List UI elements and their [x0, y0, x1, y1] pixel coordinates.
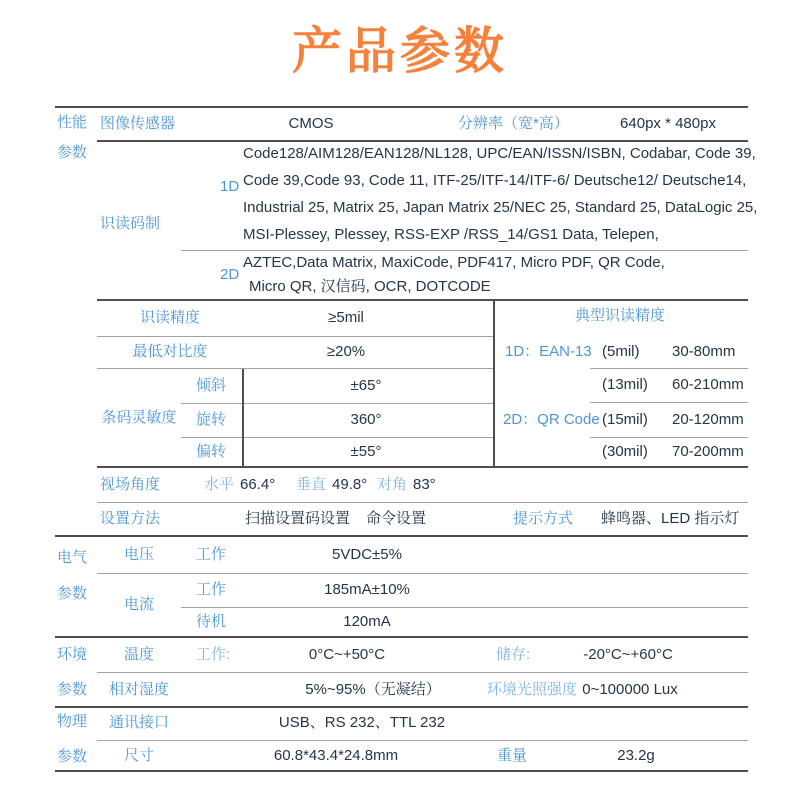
- typical-title: 典型识读精度: [574, 307, 666, 324]
- divider-v-sensitivity: [242, 369, 244, 466]
- sensor-label: 图像传感器: [100, 115, 176, 132]
- section-physical-line2: 参数: [57, 748, 88, 765]
- divider-contrast-row: [97, 368, 493, 369]
- divider-rotate-row: [181, 437, 493, 438]
- section-electrical-line2: 参数: [57, 585, 88, 602]
- fov-horizontal-label: 水平: [204, 476, 235, 493]
- weight-label: 重量: [497, 747, 528, 764]
- sensitivity-tilt-label: 倾斜: [195, 377, 227, 394]
- divider-performance-bottom: [55, 535, 748, 537]
- typical-range: 20-120mm: [672, 411, 744, 428]
- temp-storage-label: 储存:: [496, 646, 531, 663]
- size-value: 60.8*43.4*24.8mm: [273, 747, 399, 764]
- sensitivity-label: 条码灵敏度: [101, 409, 177, 426]
- interface-value: USB、RS 232、TTL 232: [278, 714, 446, 731]
- interface-label: 通讯接口: [108, 714, 170, 731]
- resolution-label: 分辨率（宽*高）: [458, 115, 569, 132]
- divider-temp-row: [97, 672, 748, 673]
- typical-mil: (5mil): [602, 343, 640, 360]
- divider-typical-row1: [590, 368, 748, 369]
- divider-tilt-row: [181, 403, 493, 404]
- divider-electrical-bottom: [55, 636, 748, 638]
- typical-mil: (15mil): [602, 411, 648, 428]
- ambient-light-label: 环境光照强度: [487, 681, 578, 698]
- section-environment-line2: 参数: [57, 681, 88, 698]
- precision-label: 识读精度: [139, 309, 201, 326]
- typical-range: 60-210mm: [672, 376, 744, 393]
- sensitivity-tilt-value: ±65°: [350, 377, 382, 394]
- humidity-label: 相对湿度: [108, 681, 170, 698]
- symbology-2d-label: 2D: [220, 266, 240, 283]
- current-work-label: 工作: [195, 581, 227, 598]
- contrast-value: ≥20%: [326, 343, 366, 360]
- divider-environment-bottom: [55, 706, 748, 708]
- current-work-value: 185mA±10%: [324, 581, 410, 598]
- weight-value: 23.2g: [617, 747, 655, 764]
- symbology-1d-line: Industrial 25, Matrix 25, Japan Matrix 25/NEC 25, Standard 25, DataLogic 25,: [243, 199, 758, 216]
- symbology-2d-line: AZTEC,Data Matrix, MaxiCode, PDF417, Micro PDF, QR Code,: [243, 254, 665, 271]
- setup-method-command: 命令设置: [366, 510, 427, 527]
- fov-diagonal-label: 对角: [377, 476, 408, 493]
- typical-1d-label: 1D：EAN-13: [505, 343, 592, 360]
- divider-current-row: [181, 607, 748, 608]
- divider-top: [55, 106, 748, 108]
- divider-voltage-row: [97, 573, 748, 574]
- typical-mil: (13mil): [602, 376, 648, 393]
- section-physical-line1: 物理: [57, 713, 88, 730]
- symbology-1d-line: Code 39,Code 93, Code 11, ITF-25/ITF-14/ITF-6/ Deutsche12/ Deutsche14,: [243, 172, 747, 189]
- symbology-1d-line: MSI-Plessey, Plessey, RSS-EXP /RSS_14/GS1 Data, Telepen,: [243, 226, 659, 243]
- setup-label: 设置方法: [100, 510, 161, 527]
- fov-horizontal-value: 66.4°: [240, 476, 276, 493]
- prompt-value: 蜂鸣器、LED 指示灯: [601, 510, 740, 527]
- typical-2d-label: 2D：QR Code: [503, 411, 600, 428]
- divider-interface-row: [97, 740, 748, 741]
- sensitivity-rotate-value: 360°: [350, 411, 382, 428]
- humidity-value: 5%~95%（无凝结）: [305, 681, 441, 698]
- contrast-label: 最低对比度: [132, 343, 208, 360]
- symbology-1d-label: 1D: [220, 178, 240, 195]
- voltage-mode-label: 工作: [195, 546, 227, 563]
- temp-work-value: 0°C~+50°C: [308, 646, 386, 663]
- current-label: 电流: [123, 596, 155, 613]
- ambient-light-value: 0~100000 Lux: [582, 681, 678, 698]
- sensor-value: CMOS: [288, 115, 334, 132]
- fov-vertical-label: 垂直: [296, 476, 327, 493]
- divider-v-typical: [493, 301, 495, 466]
- symbology-1d-line: Code128/AIM128/EAN128/NL128, UPC/EAN/ISSN/ISBN, Codabar, Code 39,: [243, 145, 756, 162]
- temp-work-label: 工作:: [196, 646, 231, 663]
- sensitivity-skew-value: ±55°: [350, 443, 382, 460]
- divider-precision-bottom: [97, 466, 748, 468]
- size-label: 尺寸: [123, 747, 155, 764]
- divider-bottom: [55, 770, 748, 772]
- typical-range: 30-80mm: [672, 343, 736, 360]
- divider-typical-row3: [590, 437, 748, 438]
- divider-1d-2d: [181, 250, 748, 251]
- typical-mil: (30mil): [602, 443, 648, 460]
- symbology-label: 识读码制: [100, 215, 161, 232]
- divider-row1: [97, 140, 748, 142]
- fov-diagonal-value: 83°: [413, 476, 436, 493]
- sensitivity-rotate-label: 旋转: [195, 411, 227, 428]
- precision-value: ≥5mil: [328, 309, 364, 326]
- current-standby-label: 待机: [195, 613, 227, 630]
- voltage-value: 5VDC±5%: [332, 546, 402, 563]
- prompt-label: 提示方式: [513, 510, 574, 527]
- sensitivity-skew-label: 偏转: [195, 443, 227, 460]
- divider-fov-row: [97, 502, 748, 503]
- divider-symbology-bottom: [97, 299, 748, 301]
- section-environment-line1: 环境: [57, 646, 88, 663]
- temp-label: 温度: [123, 646, 155, 663]
- resolution-value: 640px * 480px: [620, 115, 716, 132]
- section-electrical-line1: 电气: [57, 549, 88, 566]
- temp-storage-value: -20°C~+60°C: [583, 646, 673, 663]
- voltage-label: 电压: [123, 546, 155, 563]
- current-standby-value: 120mA: [343, 613, 391, 630]
- divider-precision-row: [97, 336, 493, 337]
- section-performance-line1: 性能: [57, 114, 88, 131]
- section-performance-line2: 参数: [57, 144, 88, 161]
- setup-method-scan: 扫描设置码设置: [245, 510, 351, 527]
- fov-vertical-value: 49.8°: [332, 476, 368, 493]
- fov-label: 视场角度: [100, 476, 161, 493]
- divider-typical-row2: [590, 402, 748, 403]
- page-title: 产品参数: [292, 23, 508, 79]
- typical-range: 70-200mm: [672, 443, 744, 460]
- symbology-2d-line: Micro QR, 汉信码, OCR, DOTCODE: [249, 278, 491, 295]
